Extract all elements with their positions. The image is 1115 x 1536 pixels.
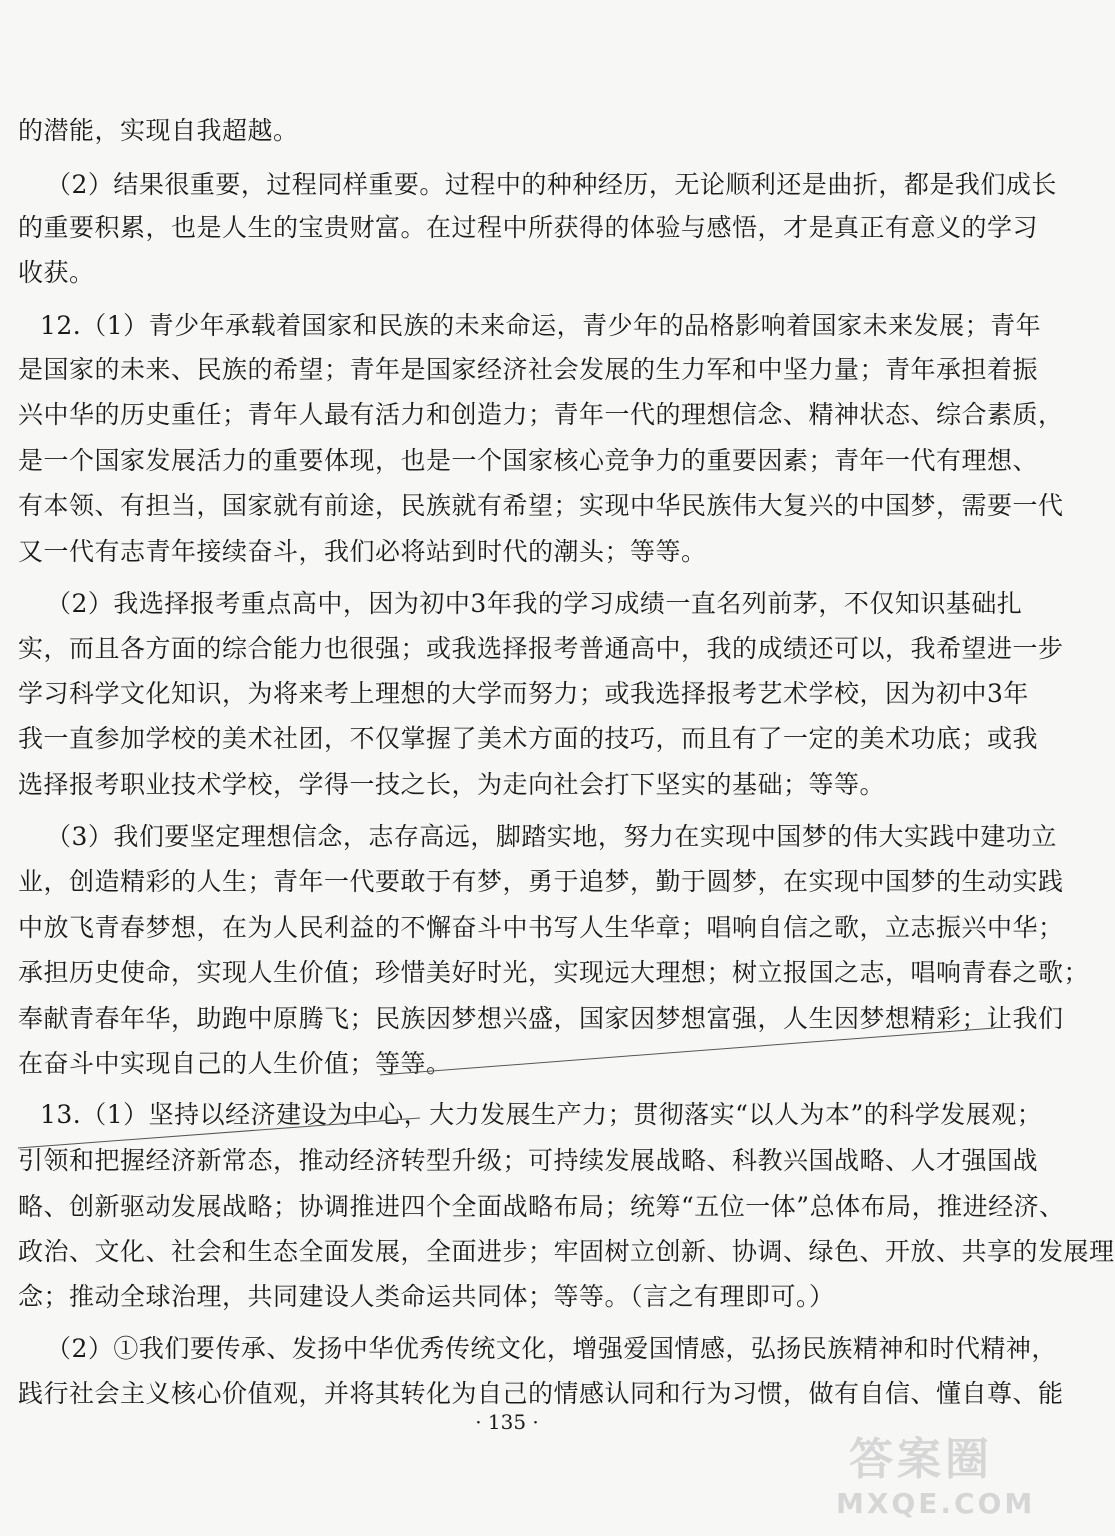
text-line: 引领和把握经济新常态，推动经济转型升级；可持续发展战略、科教兴国战略、人才强国战 xyxy=(18,1146,1039,1175)
text-line: 12.（1）青少年承载着国家和民族的未来命运，青少年的品格影响着国家未来发展；青年 xyxy=(40,311,1042,340)
text-line: 13.（1）坚持以经济建设为中心，大力发展生产力；贯彻落实“以人为本”的科学发展观； xyxy=(40,1100,1043,1129)
text-line: 又一代有志青年接续奋斗，我们必将站到时代的潮头；等等。 xyxy=(18,537,707,566)
watermark-logo xyxy=(836,1434,1036,1534)
text-line: 学习科学文化知识，为将来考上理想的大学而努力；或我选择报考艺术学校，因为初中3年 xyxy=(18,679,1029,708)
text-line: 是国家的未来、民族的希望；青年是国家经济社会发展的生力军和中坚力量；青年承担着振 xyxy=(18,355,1039,384)
text-line: （2）结果很重要，过程同样重要。过程中的种种经历，无论顺利还是曲折，都是我们成长 xyxy=(46,170,1057,199)
text-line: 是一个国家发展活力的重要体现，也是一个国家核心竞争力的重要因素；青年一代有理想、 xyxy=(18,446,1039,475)
text-line: 奉献青春年华，助跑中原腾飞；民族因梦想兴盛，国家因梦想富强，人生因梦想精彩；让我们 xyxy=(18,1004,1064,1033)
text-line: 的潜能，实现自我超越。 xyxy=(18,116,299,145)
text-line: 我一直参加学校的美术社团，不仅掌握了美术方面的技巧，而且有了一定的美术功底；或我 xyxy=(18,724,1039,753)
crease-lower xyxy=(18,1118,420,1148)
text-line: 政治、文化、社会和生态全面发展，全面进步；牢固树立创新、协调、绿色、开放、共享的发展理 xyxy=(18,1237,1115,1266)
text-line: 略、创新驱动发展战略；协调推进四个全面战略布局；统筹“五位一体”总体布局，推进经济、 xyxy=(18,1192,1065,1221)
text-line: 念；推动全球治理，共同建设人类命运共同体；等等。（言之有理即可。） xyxy=(18,1282,835,1311)
text-line: 兴中华的历史重任；青年人最有活力和创造力；青年一代的理想信念、精神状态、综合素质， xyxy=(18,400,1064,429)
text-line: 有本领、有担当，国家就有前途，民族就有希望；实现中华民族伟大复兴的中国梦，需要一代 xyxy=(18,491,1064,520)
crease-upper xyxy=(380,1028,995,1075)
watermark-url: MXQE.COM xyxy=(836,1487,1036,1520)
text-line: 在奋斗中实现自己的人生价值；等等。 xyxy=(18,1049,452,1078)
page-number: · 135 · xyxy=(475,1410,539,1434)
text-line: 业，创造精彩的人生；青年一代要敢于有梦，勇于追梦，勤于圆梦，在实现中国梦的生动实践 xyxy=(18,867,1064,896)
text-line: 实，而且各方面的综合能力也很强；或我选择报考普通高中，我的成绩还可以，我希望进一步 xyxy=(18,634,1064,663)
text-line: （2）我选择报考重点高中，因为初中3年我的学习成绩一直名列前茅，不仅知识基础扎 xyxy=(46,589,1023,618)
text-line: 承担历史使命，实现人生价值；珍惜美好时光，实现远大理想；树立报国之志，唱响青春之歌； xyxy=(18,958,1090,987)
text-line: 中放飞青春梦想，在为人民利益的不懈奋斗中书写人生华章；唱响自信之歌，立志振兴中华； xyxy=(18,913,1064,942)
text-line: 的重要积累，也是人生的宝贵财富。在过程中所获得的体验与感悟，才是真正有意义的学习 xyxy=(18,213,1039,242)
text-line: 践行社会主义核心价值观，并将其转化为自己的情感认同和行为习惯，做有自信、懂自尊、能 xyxy=(18,1379,1064,1408)
text-line: 收获。 xyxy=(18,258,95,287)
text-line: 选择报考职业技术学校，学得一技之长，为走向社会打下坚实的基础；等等。 xyxy=(18,770,886,799)
text-line: （2）①我们要传承、发扬中华优秀传统文化，增强爱国情感，弘扬民族精神和时代精神， xyxy=(46,1334,1057,1363)
watermark-title: 答案圈 xyxy=(849,1434,993,1485)
text-line: （3）我们要坚定理想信念，志存高远，脚踏实地，努力在实现中国梦的伟大实践中建功立 xyxy=(46,822,1057,851)
